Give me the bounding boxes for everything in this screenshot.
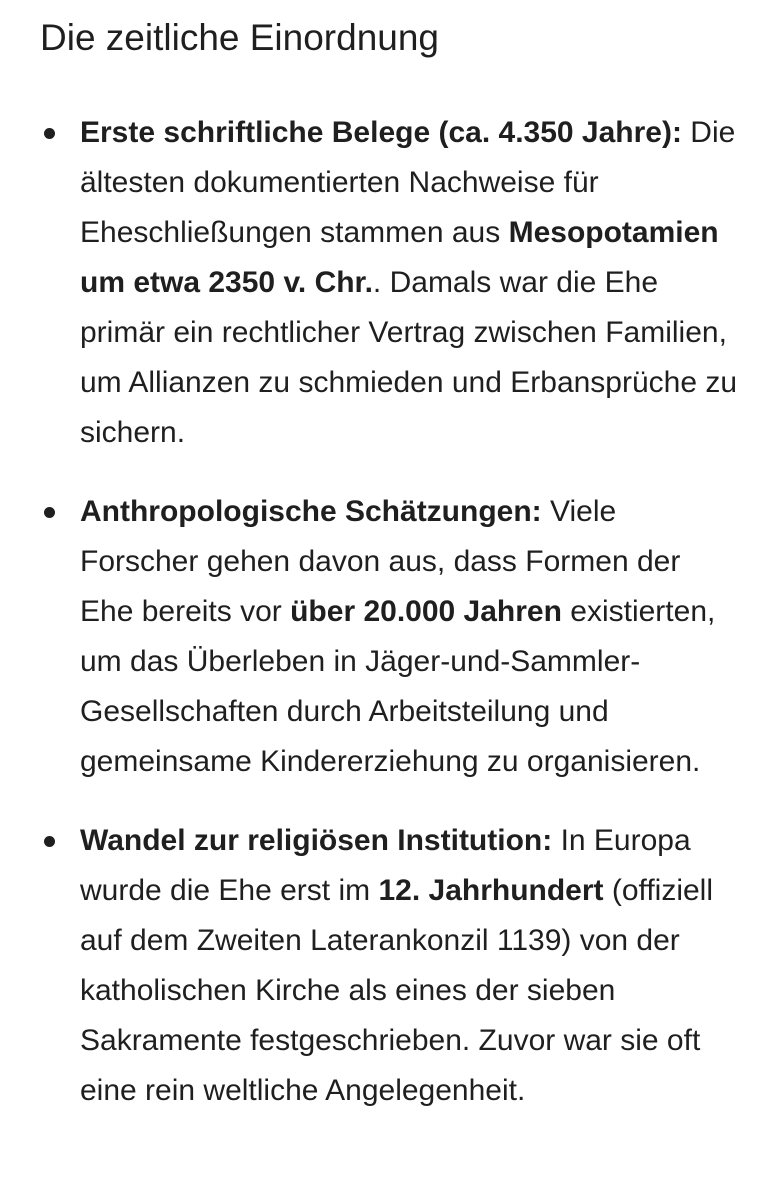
bullet-item-religious-institution: [40, 816, 740, 1116]
bullet-bold-text: 12. Jahrhundert: [378, 874, 604, 907]
bullet-bold-text: über 20.000 Jahren: [290, 595, 562, 628]
bullet-text: In Europa wurde die Ehe erst im: [80, 824, 691, 907]
bullet-dot: [44, 128, 55, 139]
bullet-list: [40, 108, 740, 1116]
section-heading: Die zeitliche Einordnung: [40, 17, 440, 58]
bullet-bold-text: Mesopotamien um etwa 2350 v. Chr.: [80, 216, 719, 299]
bullet-item-written-records: [40, 108, 740, 458]
bullet-dot: [44, 507, 55, 518]
bullet-text: existierten, um das Überleben in Jäger-und-Sammler-Gesellschaften durch Arbeitsteilung und gemeinsame Kindererziehung zu organisieren.: [80, 595, 716, 778]
bullet-bold-label: Erste schriftliche Belege (ca. 4.350 Jahre):: [80, 116, 682, 149]
bullet-item-anthropology: [40, 487, 740, 787]
bullet-text: Die ältesten dokumentierten Nachweise für Eheschließungen stammen aus: [80, 116, 736, 249]
bullet-text: Viele Forscher gehen davon aus, dass Formen der Ehe bereits vor: [80, 495, 681, 628]
bullet-text: . Damals war die Ehe primär ein rechtlicher Vertrag zwischen Familien, um Allianzen zu schmieden und Erbansprüche zu sichern.: [80, 266, 738, 449]
bullet-bold-label: Wandel zur religiösen Institution:: [80, 824, 553, 857]
bullet-bold-label: Anthropologische Schätzungen:: [80, 495, 542, 528]
bullet-dot: [44, 836, 55, 847]
bullet-text: (offiziell auf dem Zweiten Laterankonzil 1139) von der katholischen Kirche als eines der sieben Sakramente festgeschrieben. Zuvor war sie oft eine rein weltliche Angelegenheit.: [80, 874, 714, 1107]
